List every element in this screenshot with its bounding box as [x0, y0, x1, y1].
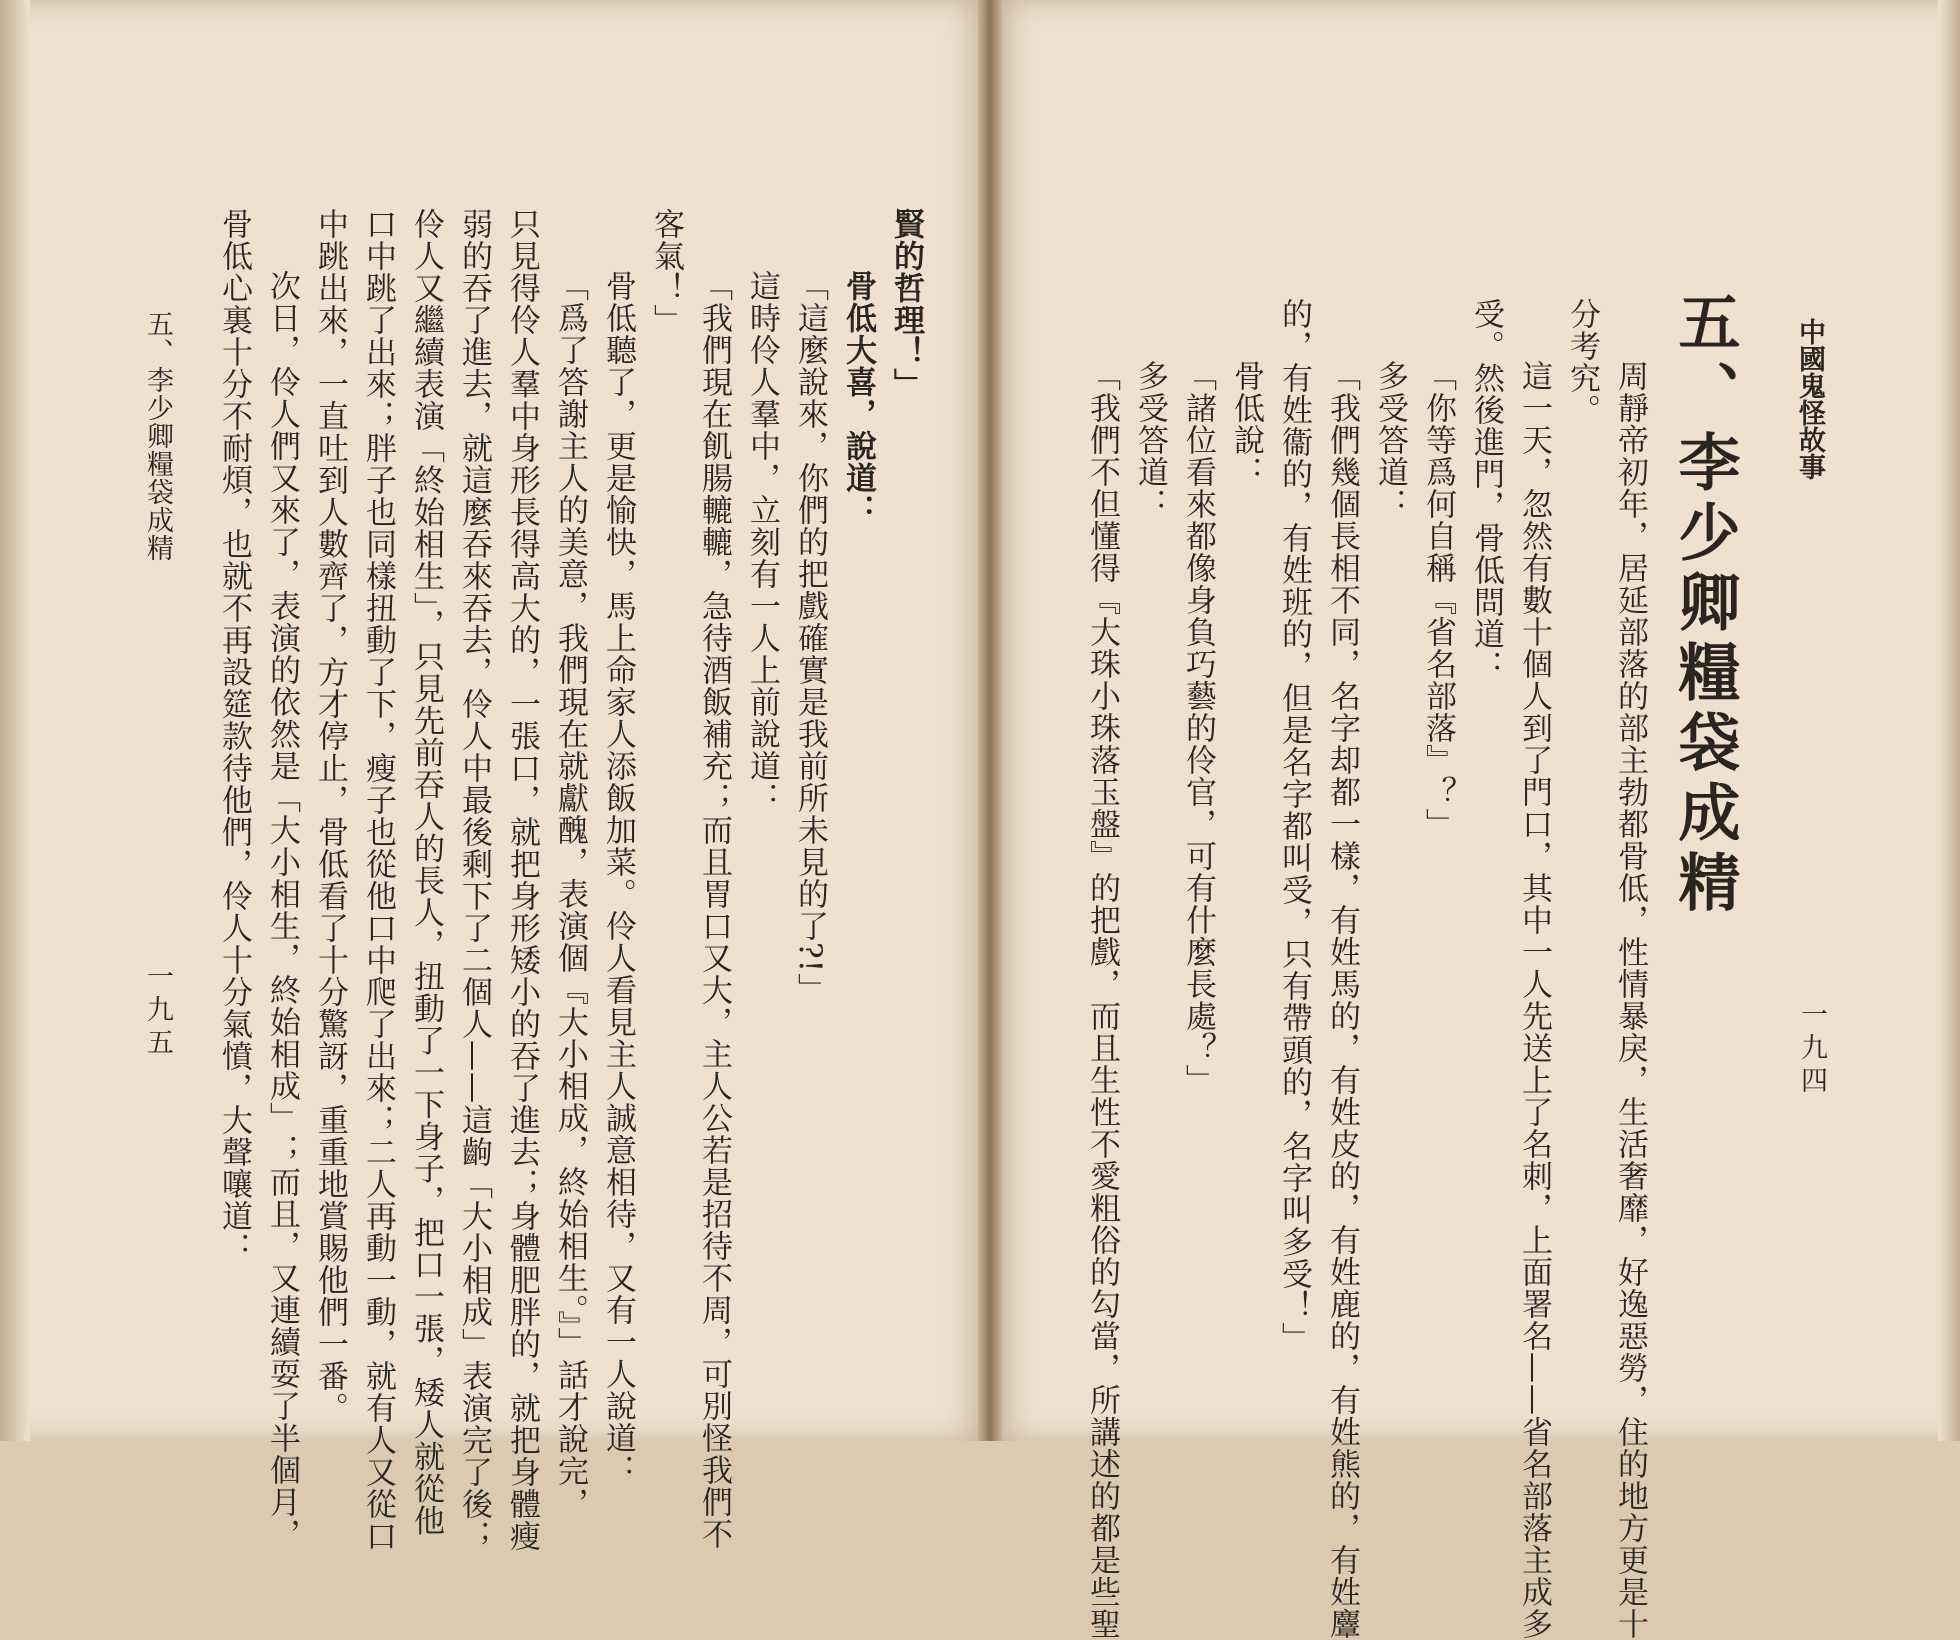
text-line: 骨低聽了，更是愉快，馬上命家人添飯加菜。伶人看見主人誠意相待，又有一人說道： [600, 270, 636, 1486]
text-line: 骨低大喜，說道： [840, 270, 876, 526]
text-line: 周靜帝初年，居延部落的部主勃都骨低，性情暴戾，生活奢靡，好逸惡勞，住的地方更是十 [1612, 360, 1648, 1640]
text-line: 只見得伶人羣中身形長得高大的，一張口，就把身形矮小的吞了進去；身體肥胖的，就把身體瘦 [504, 208, 540, 1552]
text-line: 次日，伶人們又來了，表演的依然是「大小相生，終始相成」；而且，又連續耍了半個月， [264, 270, 300, 1550]
text-line: 中跳出來，一直吐到人數齊了，方才停止，骨低看了十分驚訝，重重地賞賜他們一番。 [312, 208, 348, 1424]
text-line: 賢的哲理！」 [888, 208, 924, 400]
text-line: 骨低心裏十分不耐煩，也就不再設筵款待他們，伶人十分氣憤，大聲嚷道： [216, 208, 252, 1264]
text-line: 「爲了答謝主人的美意，我們現在就獻醜，表演個『大小相成，終始相生。』」話才說完， [552, 270, 588, 1519]
page-edge-right [1938, 0, 1960, 1441]
text-line: 多受答道： [1372, 360, 1408, 520]
chapter-title: 五、李少卿糧袋成精 [1668, 290, 1741, 920]
left-page-text [200, 208, 930, 1552]
text-line: 「這麼說來，你們的把戲確實是我前所未見的了?!」 [792, 270, 828, 1006]
right-page-text [1072, 298, 1654, 1640]
book-gutter [978, 0, 1002, 1441]
text-line: 伶人又繼續表演「終始相生」，只見先前吞人的長人，扭動了一下身子，把口一張，矮人就從他 [408, 208, 444, 1537]
text-line: 「你等爲何自稱『省名部落』？」 [1420, 360, 1456, 840]
text-line: 分考究。 [1564, 298, 1600, 426]
text-line: 「諸位看來都像身負巧藝的伶官，可有什麼長處？」 [1180, 360, 1216, 1096]
running-header: 中國鬼怪故事 [1794, 318, 1825, 480]
text-line: 客氣！」 [648, 208, 684, 336]
text-line: 的，有姓衞的，有姓班的，但是名字都叫受，只有帶頭的，名字叫多受！」 [1276, 298, 1312, 1354]
text-line: 「我們現在飢腸轆轆，急待酒飯補充；而且胃口又大，主人公若是招待不周，可別怪我們不 [696, 270, 732, 1550]
text-line: 這一天，忽然有數十個人到了門口，其中一人先送上了名刺，上面署名——省名部落主成多 [1516, 360, 1552, 1640]
text-line: 這時伶人羣中，立刻有一人上前說道： [744, 270, 780, 814]
running-footer: 五、李少卿糧袋成精 [142, 310, 173, 562]
text-line: 「我們幾個長相不同，名字却都一樣，有姓馬的，有姓皮的，有姓鹿的，有姓熊的，有姓麞 [1324, 360, 1360, 1640]
page-number-left: 一九五 [142, 962, 173, 1061]
text-line: 弱的吞了進去，就這麼吞來吞去，伶人中最後剩下了二個人——這齣「大小相成」表演完了後； [456, 208, 492, 1552]
text-line: 「我們不但懂得『大珠小珠落玉盤』的把戲，而且生性不愛粗俗的勾當，所講述的都是些聖 [1084, 360, 1120, 1640]
text-line: 口中跳了出來；胖子也同樣扭動了下，瘦子也從他口中爬了出來；二人再動一動，就有人又從口 [360, 208, 396, 1552]
page-edge-left [0, 0, 30, 1441]
text-line: 多受答道： [1132, 360, 1168, 520]
text-line: 受。然後進門，骨低問道： [1468, 298, 1504, 682]
text-line: 骨低說： [1228, 360, 1264, 488]
page-number-right: 一九四 [1796, 1000, 1827, 1099]
